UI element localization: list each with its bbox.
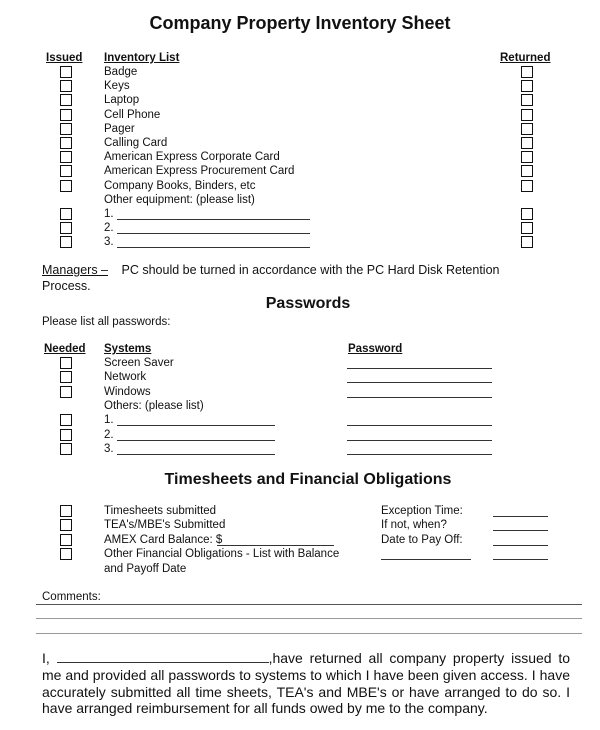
issued-checkbox[interactable]: [60, 165, 72, 177]
issued-checkbox[interactable]: [60, 222, 72, 234]
issued-checkbox[interactable]: [60, 151, 72, 163]
needed-checkbox[interactable]: [60, 443, 72, 455]
issued-checkbox[interactable]: [60, 66, 72, 78]
returned-checkbox[interactable]: [521, 208, 533, 220]
other-equipment-blank[interactable]: [117, 233, 310, 234]
acknowledgement-statement: [42, 650, 570, 717]
issued-checkbox[interactable]: [60, 180, 72, 192]
inventory-item: Calling Card: [104, 137, 168, 149]
other-equipment-label: Other equipment: (please list): [104, 193, 255, 206]
managers-text-2: Process.: [42, 279, 91, 293]
timesheet-item: AMEX Card Balance: $: [104, 533, 223, 546]
needed-checkbox[interactable]: [60, 414, 72, 426]
timesheet-item: TEA's/MBE's Submitted: [104, 519, 226, 532]
returned-checkbox[interactable]: [521, 222, 533, 234]
amex-balance-blank[interactable]: [217, 545, 334, 546]
financial-label: Date to Pay Off:: [381, 533, 463, 546]
comments-label: Comments:: [42, 591, 101, 603]
inventory-item: Company Books, Binders, etc: [104, 179, 256, 192]
needed-checkbox[interactable]: [60, 386, 72, 398]
returned-checkbox[interactable]: [521, 236, 533, 248]
statement-prefix: I,: [42, 650, 50, 666]
issued-checkbox[interactable]: [60, 208, 72, 220]
password-blank[interactable]: [347, 382, 492, 383]
other-system-blank[interactable]: [117, 425, 275, 426]
inventory-list-header: Inventory List: [104, 52, 180, 64]
returned-checkbox[interactable]: [521, 66, 533, 78]
managers-text: PC should be turned in accordance with the PC Hard Disk Retention: [121, 263, 500, 277]
timesheet-checkbox[interactable]: [60, 505, 72, 517]
returned-checkbox[interactable]: [521, 109, 533, 121]
managers-label: Managers –: [42, 263, 109, 277]
other-equipment-number: 2.: [104, 222, 114, 235]
password-blank[interactable]: [347, 425, 492, 426]
inventory-item: Laptop: [104, 94, 140, 107]
returned-header: Returned: [500, 52, 551, 64]
needed-checkbox[interactable]: [60, 429, 72, 441]
systems-header: Systems: [104, 343, 152, 355]
financial-blank[interactable]: [493, 559, 548, 560]
returned-checkbox[interactable]: [521, 137, 533, 149]
issued-checkbox[interactable]: [60, 123, 72, 135]
financial-label: Exception Time:: [381, 505, 463, 517]
other-equipment-number: 1.: [104, 208, 114, 220]
password-header: Password: [348, 343, 403, 355]
issued-checkbox[interactable]: [60, 94, 72, 106]
other-system-number: 2.: [104, 428, 114, 441]
statement-text: ,have returned all company property issued to me and provided all passwords to systems to which I have been given access. I have accurately submitted all time sheets, TEA's and MBE's or have arranged to do so. I have arranged reimbursement for all funds owed by me to the company.: [42, 650, 571, 717]
password-blank[interactable]: [347, 454, 492, 455]
inventory-item: Pager: [104, 122, 135, 135]
financial-blank[interactable]: [493, 545, 548, 546]
other-equipment-blank[interactable]: [117, 219, 310, 220]
returned-checkbox[interactable]: [521, 94, 533, 106]
password-blank[interactable]: [347, 397, 492, 398]
timesheet-item: Timesheets submitted: [104, 505, 217, 517]
other-equipment-blank[interactable]: [117, 247, 310, 248]
returned-checkbox[interactable]: [521, 180, 533, 192]
passwords-heading: Passwords: [265, 295, 351, 312]
other-system-blank[interactable]: [117, 454, 275, 455]
inventory-item: Badge: [104, 66, 138, 78]
timesheet-item-continued: and Payoff Date: [104, 562, 187, 575]
system-name: Network: [104, 371, 147, 384]
issued-checkbox[interactable]: [60, 80, 72, 92]
comments-line-3[interactable]: [36, 633, 582, 634]
returned-checkbox[interactable]: [521, 165, 533, 177]
inventory-item: American Express Corporate Card: [104, 151, 280, 164]
issued-checkbox[interactable]: [60, 137, 72, 149]
others-label: Others: (please list): [104, 399, 204, 412]
needed-header: Needed: [44, 343, 86, 355]
password-blank[interactable]: [347, 368, 492, 369]
financial-blank[interactable]: [493, 516, 548, 517]
financial-blank[interactable]: [381, 559, 471, 560]
issued-checkbox[interactable]: [60, 236, 72, 248]
needed-checkbox[interactable]: [60, 357, 72, 369]
inventory-item: Cell Phone: [104, 108, 161, 121]
timesheet-checkbox[interactable]: [60, 534, 72, 546]
name-blank[interactable]: [57, 652, 269, 663]
managers-note: [42, 263, 499, 277]
issued-checkbox[interactable]: [60, 109, 72, 121]
returned-checkbox[interactable]: [521, 123, 533, 135]
other-system-blank[interactable]: [117, 440, 275, 441]
issued-header: Issued: [46, 52, 83, 64]
timesheets-heading: Timesheets and Financial Obligations: [164, 471, 452, 488]
system-name: Screen Saver: [104, 357, 174, 369]
inventory-item: Keys: [104, 80, 130, 93]
other-system-number: 1.: [104, 414, 114, 427]
passwords-instruction: Please list all passwords:: [42, 316, 171, 328]
returned-checkbox[interactable]: [521, 80, 533, 92]
financial-label: If not, when?: [381, 519, 447, 532]
timesheet-checkbox[interactable]: [60, 519, 72, 531]
password-blank[interactable]: [347, 440, 492, 441]
returned-checkbox[interactable]: [521, 151, 533, 163]
inventory-item: American Express Procurement Card: [104, 165, 295, 178]
timesheet-checkbox[interactable]: [60, 548, 72, 560]
comments-line-2[interactable]: [36, 618, 582, 619]
page-title: Company Property Inventory Sheet: [149, 13, 451, 33]
comments-line-1[interactable]: [36, 604, 582, 605]
needed-checkbox[interactable]: [60, 371, 72, 383]
financial-blank[interactable]: [493, 530, 548, 531]
other-system-number: 3.: [104, 442, 114, 455]
system-name: Windows: [104, 385, 151, 398]
other-equipment-number: 3.: [104, 236, 114, 249]
timesheet-item: Other Financial Obligations - List with Balance: [104, 548, 340, 561]
